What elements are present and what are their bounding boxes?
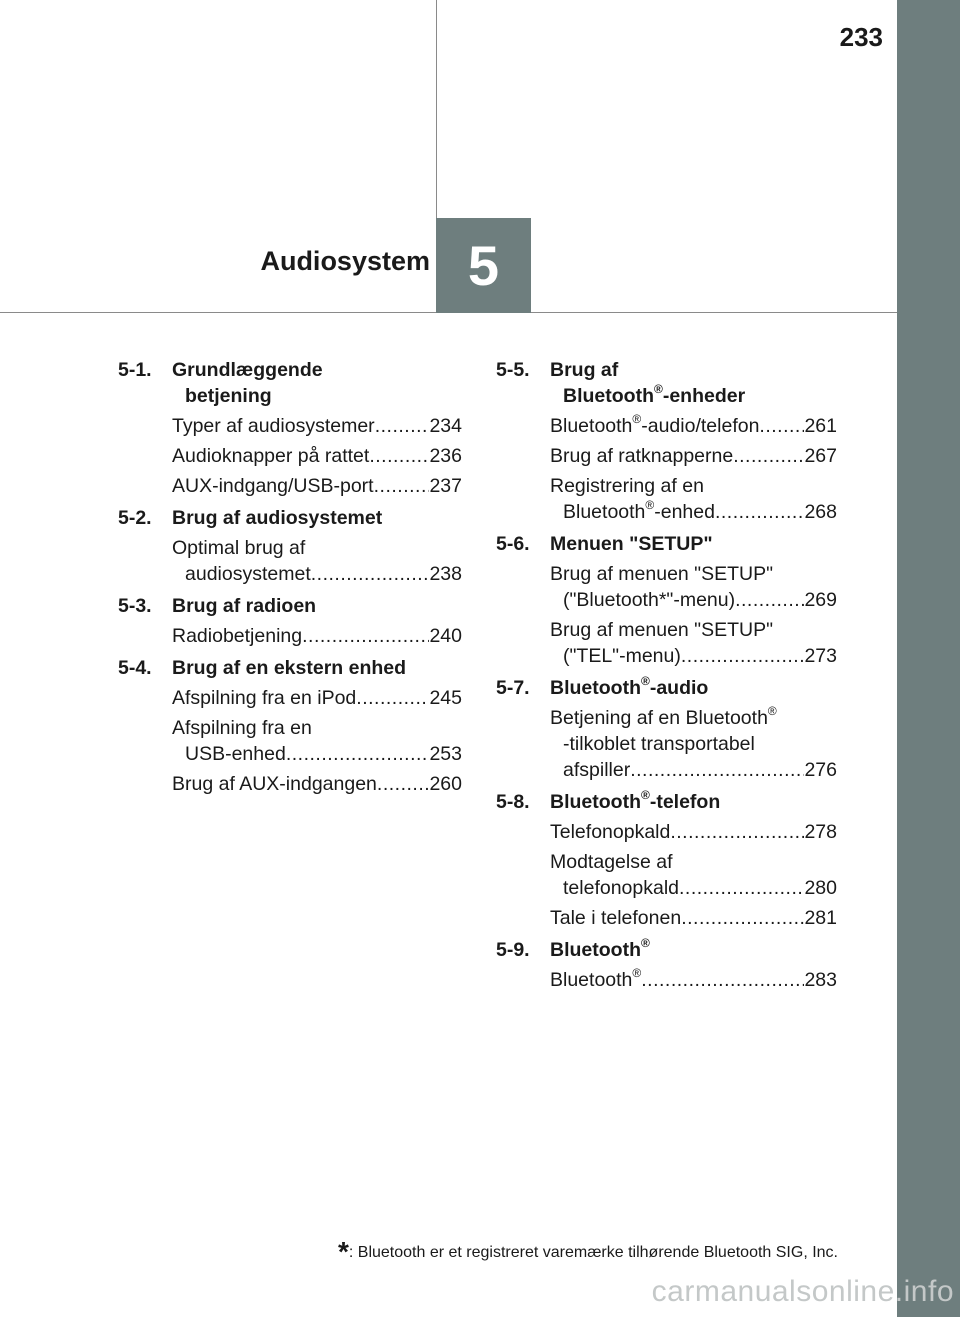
- registered-mark: ®: [653, 382, 663, 396]
- toc-section-5-6[interactable]: [496, 531, 837, 557]
- section-title: Brug af audiosystemet: [172, 507, 383, 529]
- page-ref: 245: [429, 687, 462, 709]
- chapter-number: 5: [467, 234, 500, 297]
- toc-section-5-2[interactable]: [118, 505, 462, 531]
- page-ref: 240: [429, 625, 462, 647]
- toc-entry[interactable]: Afspilning fra en iPod ..... 245: [172, 685, 462, 711]
- page-ref: 260: [429, 773, 462, 795]
- footnote-text: : Bluetooth er et registreret varemærke tilhørende Bluetooth SIG, Inc.: [348, 1244, 838, 1261]
- section-title: Bluetooth®-audio: [550, 674, 709, 699]
- section-title: Menuen "SETUP": [550, 533, 713, 555]
- registered-mark: ®: [632, 412, 642, 426]
- page-ref: 261: [804, 415, 837, 437]
- toc-entry[interactable]: Modtagelse af telefonopkald ..... 280: [550, 849, 837, 901]
- toc-entry[interactable]: Tale i telefonen ..... 281: [550, 905, 837, 931]
- page-number: 233: [839, 22, 883, 52]
- section-number: 5-7.: [496, 677, 530, 699]
- watermark: carmanualsonline.info: [651, 1275, 954, 1308]
- section-number: 5-1.: [118, 359, 152, 381]
- page-ref: 267: [804, 445, 837, 467]
- section-number: 5-5.: [496, 359, 530, 381]
- page-ref: 253: [429, 743, 462, 765]
- page-ref: 238: [429, 563, 462, 585]
- page-ref: 268: [804, 501, 837, 523]
- page-ref: 234: [429, 415, 462, 437]
- toc-entry[interactable]: Brug af menuen "SETUP" ("TEL"-menu) ..... 273: [550, 617, 837, 669]
- chapter-sidebar-tab: [897, 0, 960, 1317]
- toc-entry[interactable]: Telefonopkald ..... 278: [550, 819, 837, 845]
- toc-section-5-5[interactable]: [496, 357, 837, 409]
- toc-left-column: [118, 357, 462, 797]
- chapter-number-box: [436, 218, 531, 313]
- section-number: 5-6.: [496, 533, 530, 555]
- section-title: Bluetooth®: [550, 936, 650, 961]
- section-title: Grundlæggende betjening: [172, 359, 323, 407]
- page-ref: 281: [804, 907, 837, 929]
- page-ref: 276: [804, 759, 837, 781]
- section-number: 5-8.: [496, 791, 530, 813]
- page-ref: 269: [804, 589, 837, 611]
- header-vertical-rule: [436, 0, 437, 218]
- toc-section-5-7[interactable]: [496, 675, 837, 701]
- toc-entry[interactable]: Audioknapper på rattet ..... 236: [172, 443, 462, 469]
- page-ref: 237: [429, 475, 462, 497]
- toc-section-5-9[interactable]: [496, 937, 837, 963]
- registered-mark: ®: [640, 674, 650, 688]
- toc-section-5-1[interactable]: [118, 357, 462, 409]
- section-title: Brug af en ekstern enhed: [172, 657, 407, 679]
- section-number: 5-3.: [118, 595, 152, 617]
- toc-right-column: [496, 357, 837, 993]
- section-title: Brug af radioen: [172, 595, 317, 617]
- page-ref: 283: [804, 969, 837, 991]
- toc-entry[interactable]: Brug af menuen "SETUP" ("Bluetooth*"-menu) ..... 269: [550, 561, 837, 613]
- toc-section-5-8[interactable]: [496, 789, 837, 815]
- footnote: [338, 1236, 838, 1268]
- toc-entry[interactable]: Bluetooth®-audio/telefon ..... 261: [550, 413, 837, 439]
- page-ref: 280: [804, 877, 837, 899]
- toc-entry[interactable]: Afspilning fra en USB-enhed ..... 253: [172, 715, 462, 767]
- section-title: Brug af Bluetooth®-enheder: [550, 359, 746, 407]
- toc-entry[interactable]: Optimal brug af audiosystemet ..... 238: [172, 535, 462, 587]
- page-ref: 236: [429, 445, 462, 467]
- registered-mark: ®: [632, 966, 642, 980]
- registered-mark: ®: [640, 788, 650, 802]
- toc-entry[interactable]: Radiobetjening ..... 240: [172, 623, 462, 649]
- chapter-title: Audiosystem: [260, 246, 430, 276]
- toc-section-5-4[interactable]: [118, 655, 462, 681]
- page-ref: 278: [804, 821, 837, 843]
- registered-mark: ®: [645, 498, 655, 512]
- section-number: 5-2.: [118, 507, 152, 529]
- toc-entry[interactable]: Typer af audiosystemer ..... 234: [172, 413, 462, 439]
- section-title: Bluetooth®-telefon: [550, 788, 721, 813]
- page-ref: 273: [804, 645, 837, 667]
- toc-section-5-3[interactable]: [118, 593, 462, 619]
- section-number: 5-4.: [118, 657, 152, 679]
- registered-mark: ®: [767, 704, 777, 718]
- footnote-star: *: [337, 1236, 349, 1267]
- toc-entry[interactable]: Bluetooth® ..... 283: [550, 967, 837, 993]
- section-number: 5-9.: [496, 939, 530, 961]
- toc-entry[interactable]: Betjening af en Bluetooth® -tilkoblet transportabel afspiller ..... 276: [550, 705, 837, 783]
- toc-entry[interactable]: Registrering af en Bluetooth®-enhed ..... 268: [550, 473, 837, 525]
- registered-mark: ®: [640, 936, 650, 950]
- toc-entry[interactable]: AUX-indgang/USB-port ..... 237: [172, 473, 462, 499]
- toc-entry[interactable]: Brug af ratknapperne ..... 267: [550, 443, 837, 469]
- toc-entry[interactable]: Brug af AUX-indgangen ..... 260: [172, 771, 462, 797]
